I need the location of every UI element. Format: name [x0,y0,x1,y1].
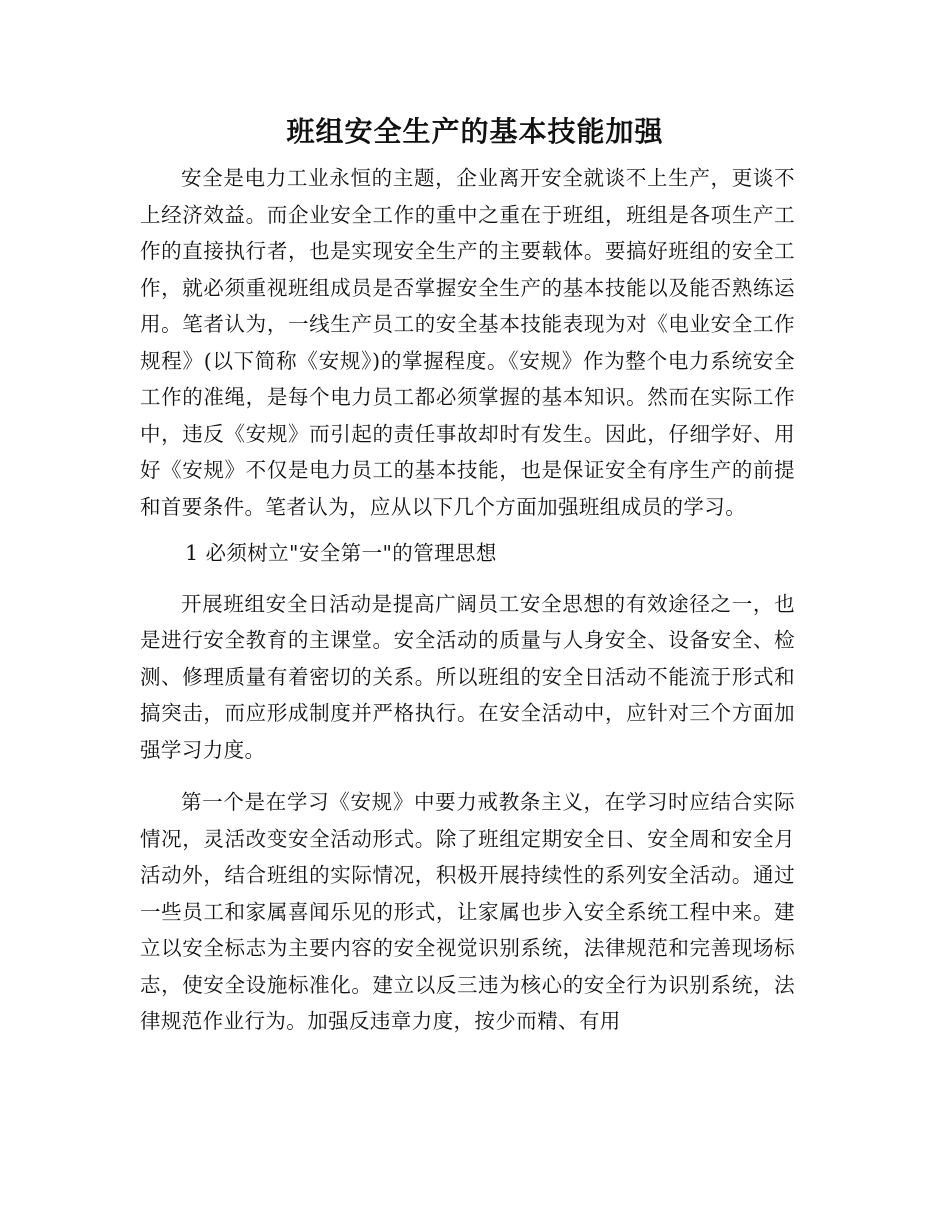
section-heading: 1 必须树立"安全第一"的管理思想 [185,541,497,565]
spacer [140,572,795,586]
spacer [140,768,795,784]
document-title: 班组安全生产的基本技能加强 [286,115,664,148]
paragraph-intro: 安全是电力工业永恒的主题，企业离开安全就谈不上生产，更谈不上经济效益。而企业安全工作的重中之重在于班组，班组是各项生产工作的直接执行者，也是实现安全生产的主要载体。要搞好班组的安全工作，就必须重视班组成员是否掌握安全生产的基本技能以及能否熟练运用。笔者认为，一线生产员工的安全基本技能表现为对《电业安全工作规程》(以下简称《安规》)的掌握程度。《安规》作为整个电力系统安全工作的准绳，是每个电力员工都必须掌握的基本知识。然而在实际工作中，违反《安规》而引起的责任事故却时有发生。因此，仔细学好、用好《安规》不仅是电力员工的基本技能，也是保证安全有序生产的前提和首要条件。笔者认为，应从以下几个方面加强班组成员的学习。 [140,166,795,519]
paragraph-first-point: 第一个是在学习《安规》中要力戒教条主义，在学习时应结合实际情况，灵活改变安全活动形式。除了班组定期安全日、安全周和安全月活动外，结合班组的实际情况，积极开展持续性的系列安全活动。通过一些员工和家属喜闻乐见的形式，让家属也步入安全系统工程中来。建立以安全标志为主要内容的安全视觉识别系统，法律规范和完善现场标志，使安全设施标准化。建立以反三违为核心的安全行为识别系统，法律规范作业行为。加强反违章力度，按少而精、有用 [140,790,795,1033]
spacer [140,525,795,535]
paragraph-activities: 开展班组安全日活动是提高广阔员工安全思想的有效途径之一，也是进行安全教育的主课堂。安全活动的质量与人身安全、设备安全、检测、修理质量有着密切的关系。所以班组的安全日活动不能流于形式和搞突击，而应形成制度并严格执行。在安全活动中，应针对三个方面加强学习力度。 [140,591,795,762]
document-body [140,160,795,1040]
